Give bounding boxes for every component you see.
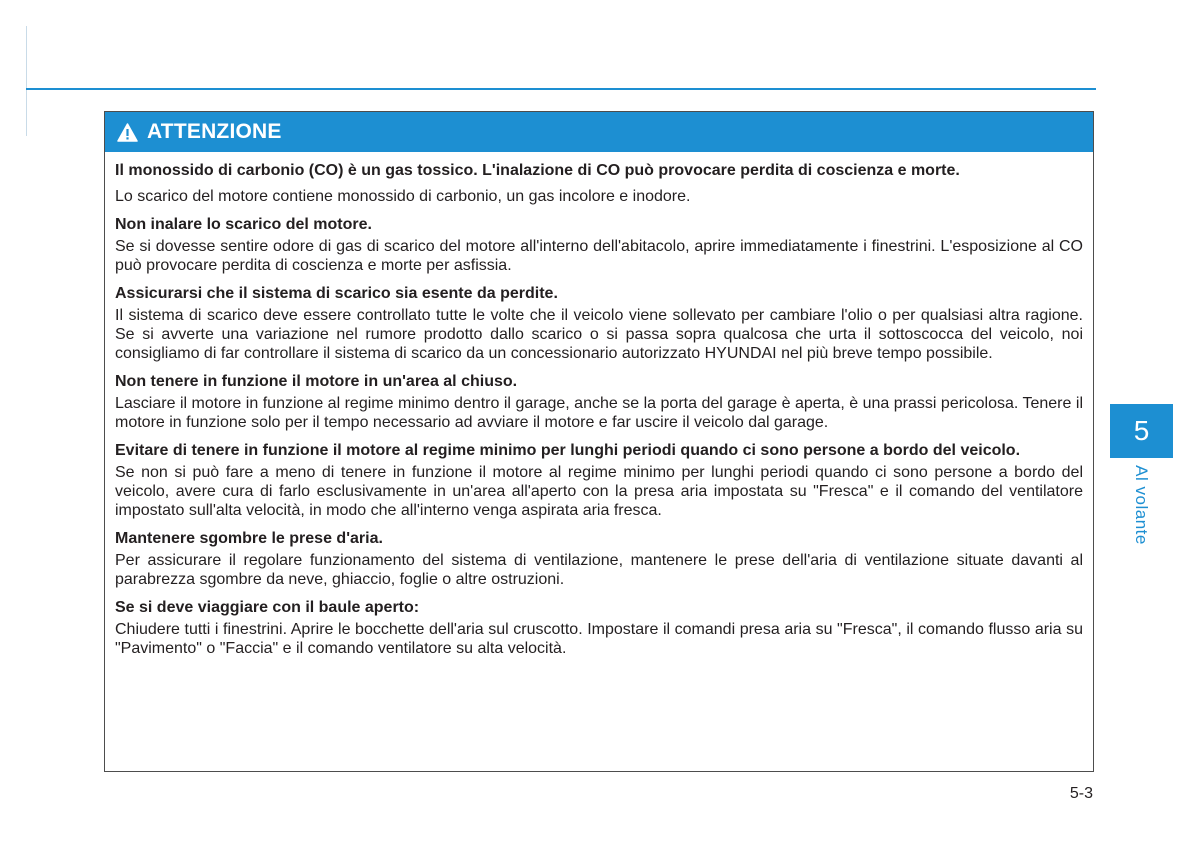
- section-heading: Non tenere in funzione il motore in un'area al chiuso.: [115, 373, 518, 390]
- section-heading: Assicurarsi che il sistema di scarico sia esente da perdite.: [115, 285, 558, 302]
- chapter-number-tab: 5: [1110, 404, 1173, 458]
- section-text: Chiudere tutti i finestrini. Aprire le bocchette dell'aria sul cruscotto. Impostare il comandi presa aria su "Fresca", il comando flusso aria su "Pavimento" o "Faccia" e il comando ventilatore su alta velocità.: [115, 621, 1083, 657]
- top-header-rule: [26, 88, 1096, 90]
- warning-header: [105, 112, 1093, 152]
- section-text: Se non si può fare a meno di tenere in funzione il motore al regime minimo per lunghi periodi quando ci sono persone a bordo del veicolo, avere cura di farlo esclusivamente in un'area all'aperto con la presa aria impostata su "Fresca" e il comando del ventilatore impostato sull'alta velocità, in modo che all'interno venga aspirata aria fresca.: [115, 464, 1083, 519]
- section-heading: Se si deve viaggiare con il baule aperto:: [115, 599, 420, 616]
- section-heading: Non inalare lo scarico del motore.: [115, 216, 372, 233]
- warning-section-no-inhale: [115, 215, 1083, 275]
- warning-title: ATTENZIONE: [147, 120, 282, 143]
- warning-box: [104, 111, 1094, 772]
- warning-section-closed-area: [115, 372, 1083, 432]
- warning-section-co-toxic: [115, 161, 1083, 206]
- warning-section-idle-occupants: [115, 441, 1083, 520]
- section-text: Il sistema di scarico deve essere controllato tutte le volte che il veicolo viene sollevato per cambiare l'olio o per qualsiasi altra ragione. Se si avverte una variazione nel rumore prodotto dallo scarico o si passa sopra qualcosa che urta il sottoscocca del veicolo, noi consigliamo di far controllare il sistema di scarico da un concessionario autorizzato HYUNDAI nel più breve tempo possibile.: [115, 307, 1083, 362]
- section-heading: Mantenere sgombre le prese d'aria.: [115, 530, 383, 547]
- chapter-title: Al volante: [1132, 465, 1151, 545]
- warning-section-air-inlets: [115, 529, 1083, 589]
- section-text: Se si dovesse sentire odore di gas di scarico del motore all'interno dell'abitacolo, aprire immediatamente i finestrini. L'esposizione al CO può provocare perdita di coscienza e morte per asfissia.: [115, 238, 1083, 274]
- page-number: 5-3: [1069, 785, 1093, 802]
- section-text: Lasciare il motore in funzione al regime minimo dentro il garage, anche se la porta del garage è aperta, è una prassi pericolosa. Tenere il motore in funzione solo per il tempo necessario ad avviare il motore e far uscire il veicolo dal garage.: [115, 395, 1083, 431]
- warning-section-exhaust-leaks: [115, 284, 1083, 363]
- section-heading: Il monossido di carbonio (CO) è un gas tossico. L'inalazione di CO può provocare perdita di coscienza e morte.: [115, 162, 960, 179]
- left-margin-rule: [26, 26, 27, 136]
- section-heading: Evitare di tenere in funzione il motore al regime minimo per lunghi periodi quando ci sono persone a bordo del veicolo.: [115, 442, 1021, 459]
- warning-body: [105, 152, 1093, 658]
- warning-triangle-icon: [117, 123, 138, 142]
- warning-section-trunk-open: [115, 598, 1083, 658]
- section-text: Per assicurare il regolare funzionamento del sistema di ventilazione, mantenere le prese dell'aria di ventilazione situate davanti al parabrezza sgombre da neve, ghiaccio, foglie o altre ostruzioni.: [115, 552, 1083, 588]
- section-text: Lo scarico del motore contiene monossido di carbonio, un gas incolore e inodore.: [115, 188, 691, 205]
